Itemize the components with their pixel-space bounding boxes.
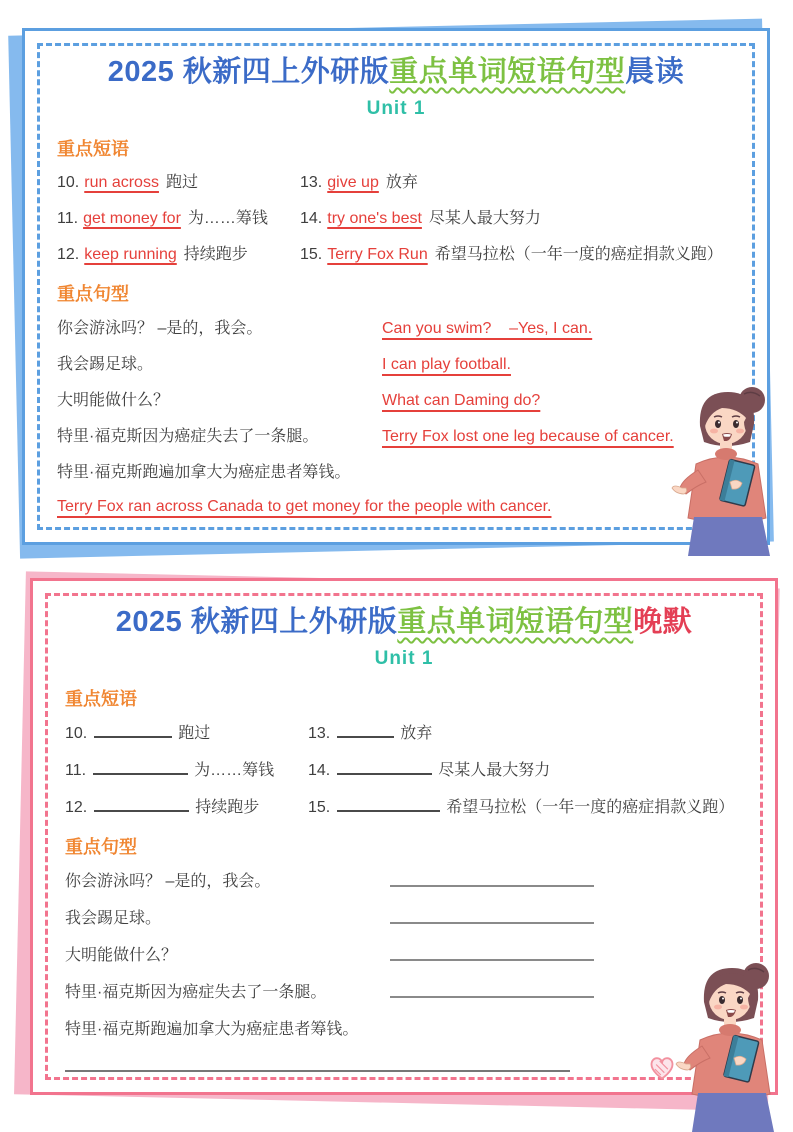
phrase-number: 11.: [65, 761, 87, 779]
evening-panel: [30, 578, 778, 1095]
phrase-item: [308, 723, 743, 744]
phrase-number: 12.: [65, 798, 88, 816]
phrase-chinese: 放弃: [400, 724, 433, 742]
sentences-list: [57, 318, 735, 447]
phrase-chinese: 跑过: [178, 724, 211, 742]
phrase-number: 14.: [308, 761, 331, 779]
unit-label: Unit 1: [374, 647, 434, 669]
phrase-chinese: 持续跑步: [195, 798, 260, 816]
phrase-chinese: 尽某人最大努力: [428, 209, 541, 227]
sentence-english: I can play football.: [382, 355, 511, 373]
teacher-illustration: [675, 960, 787, 1132]
phrase-blank: [337, 797, 440, 812]
title-part-edition: 2025 秋新四上外研版: [115, 606, 398, 638]
phrase-english: run across: [84, 173, 159, 191]
phrase-item: [300, 245, 735, 265]
phrase-english: try one's best: [327, 209, 422, 227]
sentence-english: What can Daming do?: [382, 391, 541, 409]
sentence-answer: [390, 908, 743, 930]
page-title: [57, 55, 735, 90]
title-part-topic: 重点单词短语句型: [397, 606, 634, 638]
sentences-section-header: 重点句型: [57, 283, 129, 304]
phrase-number: 15.: [308, 798, 331, 816]
unit-label: Unit 1: [366, 97, 426, 119]
phrase-item: [308, 797, 743, 818]
sentence-english: Terry Fox lost one leg because of cancer.: [382, 427, 674, 445]
sentence-chinese: 大明能做什么？: [65, 946, 178, 964]
phrase-english: Terry Fox Run: [327, 245, 428, 263]
phrase-item: [308, 760, 743, 781]
answer-line: [390, 871, 594, 887]
phrase-chinese: 尽某人最大努力: [438, 761, 551, 779]
phrases-list: [57, 173, 735, 265]
phrase-chinese: 持续跑步: [183, 245, 248, 263]
sentence-chinese: 我会踢足球。: [65, 909, 162, 927]
sentences-section-header: 重点句型: [65, 836, 137, 857]
sentence-chinese: 特里·福克斯因为癌症失去了一条腿。: [65, 983, 327, 1001]
phrases-section-header: 重点短语: [57, 138, 129, 159]
phrase-blank: [94, 723, 172, 738]
phrase-number: 14.: [300, 209, 323, 227]
phrase-number: 10.: [57, 173, 80, 191]
phrase-chinese: 为……筹钱: [187, 209, 268, 227]
sentences-list: [65, 871, 743, 1004]
phrase-item: [300, 209, 735, 229]
title-part-topic: 重点单词短语句型: [389, 56, 626, 88]
sentence-english: Can you swim? –Yes, I can.: [382, 319, 593, 337]
phrase-item: [65, 723, 308, 744]
panel-card: [30, 578, 778, 1095]
sentence-chinese: 我会踢足球。: [57, 355, 154, 373]
phrase-blank: [93, 760, 188, 775]
answer-line: [390, 908, 594, 924]
phrase-item: [65, 797, 308, 818]
phrase-number: 15.: [300, 245, 323, 263]
phrase-english: get money for: [83, 209, 181, 227]
sentence-chinese: 特里·福克斯因为癌症失去了一条腿。: [57, 427, 319, 445]
phrase-blank: [337, 760, 432, 775]
phrase-english: give up: [327, 173, 379, 191]
teacher-illustration: [671, 384, 783, 556]
title-part-mode: 晨读: [625, 56, 685, 88]
phrase-item: [57, 209, 300, 229]
phrase-item: [300, 173, 735, 193]
phrase-number: 11.: [57, 209, 79, 227]
phrase-chinese: 希望马拉松（一年一度的癌症捐款义跑）: [434, 245, 723, 263]
phrases-list: [65, 723, 743, 818]
sentence-chinese: 特里·福克斯跑遍加拿大为癌症患者筹钱。: [65, 1020, 359, 1038]
phrase-number: 12.: [57, 245, 80, 263]
sentence-chinese: 大明能做什么？: [57, 391, 170, 409]
phrases-section-header: 重点短语: [65, 688, 137, 709]
title-part-edition: 2025 秋新四上外研版: [107, 56, 390, 88]
full-sentence-english: Terry Fox ran across Canada to get money for the people with cancer.: [57, 497, 552, 515]
phrase-blank: [94, 797, 189, 812]
page-title: [65, 605, 743, 640]
answer-line: [390, 945, 594, 961]
phrase-item: [65, 760, 308, 781]
sentence-chinese: 你会游泳吗？ –是的，我会。: [65, 872, 271, 890]
phrase-chinese: 希望马拉松（一年一度的癌症捐款义跑）: [446, 798, 735, 816]
heart-icon: [645, 1054, 679, 1082]
phrase-chinese: 跑过: [165, 173, 198, 191]
answer-line: [390, 982, 594, 998]
phrase-item: [57, 173, 300, 193]
title-part-mode: 晚默: [633, 606, 693, 638]
phrase-number: 10.: [65, 724, 88, 742]
sentence-chinese: 你会游泳吗？ –是的，我会。: [57, 319, 263, 337]
phrase-number: 13.: [308, 724, 331, 742]
phrase-english: keep running: [84, 245, 177, 263]
full-answer-line: [65, 1070, 570, 1072]
sentence-answer: [390, 871, 743, 893]
sentence-chinese: 特里·福克斯跑遍加拿大为癌症患者筹钱。: [57, 463, 351, 481]
phrase-chinese: 为……筹钱: [194, 761, 275, 779]
phrase-item: [57, 245, 300, 265]
phrase-blank: [337, 723, 394, 738]
morning-panel: [22, 28, 770, 545]
panel-card: [22, 28, 770, 545]
phrase-number: 13.: [300, 173, 323, 191]
phrase-chinese: 放弃: [385, 173, 418, 191]
